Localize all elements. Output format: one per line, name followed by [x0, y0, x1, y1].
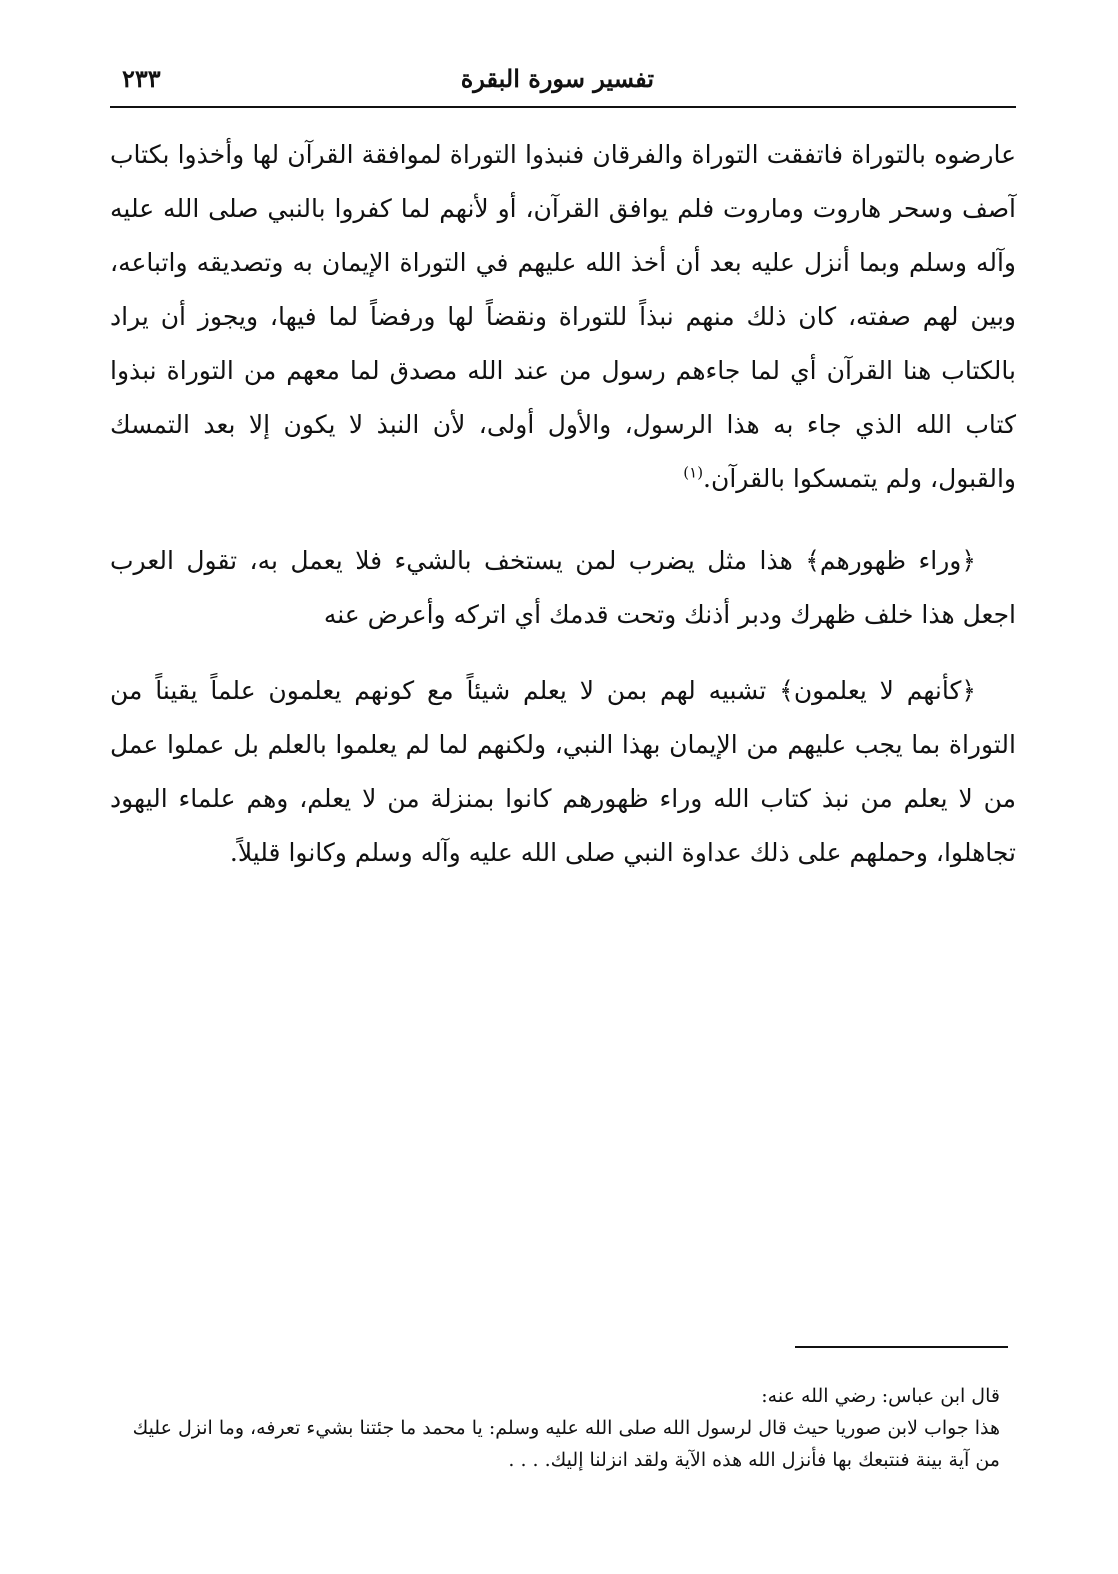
- paragraph-2: ﴿وراء ظهورهم﴾ هذا مثل يضرب لمن يستخف بالشيء فلا يعمل به، تقول العرب اجعل هذا خلف ظهرك ودبر أذنك وتحت قدمك أي اتركه وأعرض عنه: [110, 546, 1016, 629]
- footnote-divider: [795, 1346, 1008, 1348]
- page-number: ٢٣٣: [122, 64, 161, 93]
- page-header: [110, 58, 1016, 102]
- footnote-reference: (١): [683, 463, 704, 482]
- paragraph-1: [110, 128, 1016, 506]
- footnote-line-2: هذا جواب لابن صوريا حيث قال لرسول الله صلى الله عليه وسلم: يا محمد ما جئتنا بشيء تعرفه، وما انزل عليك من آية بينة فنتبعك بها فأنزل الله هذه الآية ولقد انزلنا إليك. . . .: [132, 1417, 1000, 1471]
- header-divider: [110, 106, 1016, 108]
- main-text: [110, 128, 1016, 880]
- footnotes: [110, 1380, 1000, 1476]
- footnote-line-1: قال ابن عباس: رضي الله عنه:: [761, 1385, 1000, 1407]
- running-title: تفسير سورة البقرة: [460, 64, 654, 93]
- paragraph-3: ﴿كأنهم لا يعلمون﴾ تشبيه لهم بمن لا يعلم شيئاً مع كونهم يعلمون علماً يقيناً من التوراة بما يجب عليهم من الإيمان بهذا النبي، ولكنهم لما لم يعلموا بالعلم بل عملوا عمل من لا يعلم من نبذ كتاب الله وراء ظهورهم كانوا بمنزلة من لا يعلم، وهم علماء اليهود تجاهلوا، وحملهم على ذلك عداوة النبي صلى الله عليه وآله وسلم وكانوا قليلاً.: [110, 676, 1016, 867]
- paragraph-1-text: عارضوه بالتوراة فاتفقت التوراة والفرقان فنبذوا التوراة لموافقة القرآن لها وأخذوا بكتاب آصف وسحر هاروت وماروت فلم يوافق القرآن، أو لأنهم لما كفروا بالنبي صلى الله عليه وآله وسلم وبما أنزل عليه بعد أن أخذ الله عليهم في التوراة الإيمان به وتصديقه واتباعه، وبين لهم صفته، كان ذلك منهم نبذاً للتوراة ونقضاً لها ورفضاً لما فيها، ويجوز أن يراد بالكتاب هنا القرآن أي لما جاءهم رسول من عند الله مصدق لما معهم من التوراة نبذوا كتاب الله الذي جاء به هذا الرسول، والأول أولى، لأن النبذ لا يكون إلا بعد التمسك والقبول، ولم يتمسكوا بالقرآن.: [110, 140, 1016, 493]
